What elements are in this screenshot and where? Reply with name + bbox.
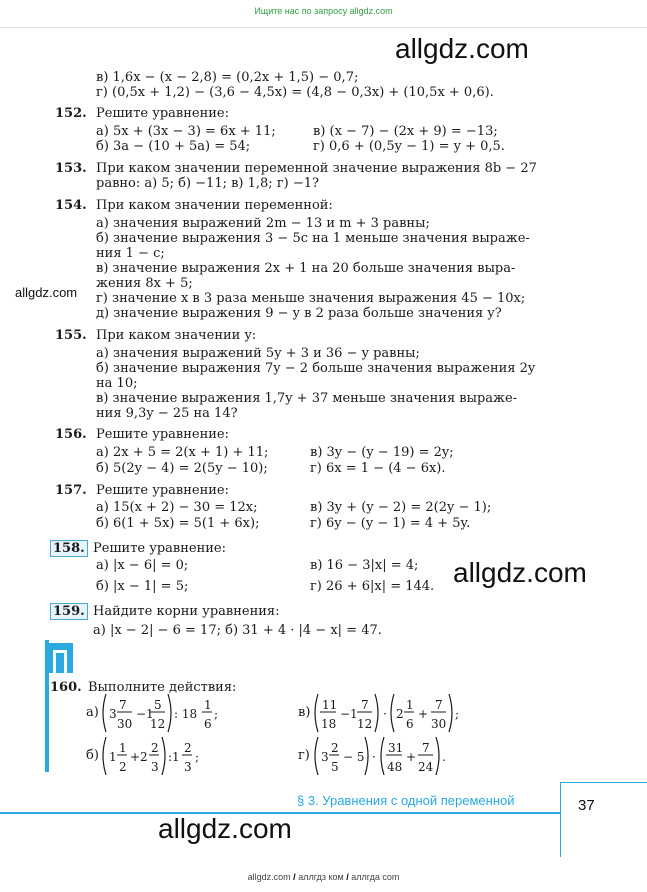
fraction-expression-v — [312, 690, 472, 738]
svg-text:2: 2 — [151, 741, 159, 755]
exercise-line: в) 16 − 3|x| = 4; — [310, 558, 419, 573]
svg-text:− 5: − 5 — [343, 750, 365, 764]
exercise-title: При каком значении переменной: — [96, 198, 333, 213]
exercise-line: а) 15(x + 2) − 30 = 12x; — [96, 500, 258, 515]
exercise-line: в) 3y − (y − 19) = 2y; — [310, 445, 454, 460]
separator: / — [346, 872, 349, 882]
fraction-expression-b — [100, 733, 240, 781]
svg-text:+: + — [418, 707, 429, 721]
svg-text:5: 5 — [154, 698, 162, 712]
exercise-line: г) 6y − (y − 1) = 4 + 5y. — [310, 516, 471, 531]
exercise-line: б) |x − 1| = 5; — [96, 579, 189, 594]
svg-text:2: 2 — [119, 760, 127, 774]
svg-text:;: ; — [214, 707, 219, 721]
svg-text:1: 1 — [109, 750, 117, 764]
exercise-line: г) значение x в 3 раза меньше значения выражения 45 − 10x; — [96, 291, 526, 306]
svg-text:−1: −1 — [136, 707, 154, 721]
svg-text:1: 1 — [204, 698, 212, 712]
exercise-line: г) 0,6 + (0,5y − 1) = y + 0,5. — [313, 139, 505, 154]
exercise-line: а) значения выражений 2m − 13 и m + 3 равны; — [96, 216, 430, 231]
exercise-label: а) — [86, 705, 99, 720]
exercise-line: в) значение выражения 1,7y + 37 меньше значения выраже- — [96, 391, 518, 406]
svg-text:2: 2 — [331, 741, 339, 755]
svg-text:7: 7 — [119, 698, 127, 712]
exercise-line: а) |x − 6| = 0; — [96, 558, 189, 573]
exercise-line: равно: а) 5; б) −11; в) 1,8; г) −1? — [96, 176, 319, 191]
svg-text:31: 31 — [388, 741, 404, 755]
exercise-line: б) значение выражения 3 − 5c на 1 меньше значения выраже- — [96, 231, 530, 246]
svg-text:·: · — [383, 707, 387, 721]
exercise-label: в) — [298, 705, 311, 720]
svg-text:30: 30 — [117, 717, 133, 731]
svg-text:7: 7 — [361, 698, 369, 712]
exercise-line: б) 6(1 + 5x) = 5(1 + 6x); — [96, 516, 260, 531]
exercise-number: 156. — [55, 427, 87, 442]
exercise-line: а) 2x + 5 = 2(x + 1) + 11; — [96, 445, 269, 460]
watermark: allgdz.com — [158, 813, 292, 844]
exercise-number: 152. — [55, 106, 87, 121]
exercise-line: г) 26 + 6|x| = 144. — [310, 579, 435, 594]
exercise-title: При каком значении y: — [96, 328, 257, 343]
svg-text:3: 3 — [151, 760, 159, 774]
svg-text:5: 5 — [331, 760, 339, 774]
svg-text:1: 1 — [119, 741, 127, 755]
top-ad-banner[interactable]: Ищите нас по запросу allgdz.com — [254, 6, 393, 16]
svg-text:18: 18 — [321, 717, 337, 731]
svg-text:;: ; — [455, 707, 460, 721]
exercise-line: жения 8x + 5; — [96, 276, 193, 291]
exercise-title: Выполните действия: — [88, 680, 237, 695]
exercise-title: Решите уравнение: — [96, 427, 230, 442]
footer-link[interactable]: аллгда com — [351, 872, 400, 882]
exercise-title: Найдите корни уравнения: — [93, 604, 280, 619]
exercise-number: 160. — [50, 680, 82, 695]
page-number: 37 — [578, 797, 595, 814]
svg-text:3: 3 — [109, 707, 117, 721]
svg-text::1: :1 — [168, 750, 180, 764]
bottom-links — [0, 872, 647, 882]
fraction-expression-a — [100, 690, 240, 738]
footer-divider — [0, 812, 560, 814]
fraction-expression-g — [312, 733, 472, 781]
exercise-line: в) (x − 7) − (2x + 9) = −13; — [313, 124, 498, 139]
footer-link[interactable]: аллгдз ком — [298, 872, 344, 882]
exercise-title: Решите уравнение: — [96, 106, 230, 121]
exercise-number-highlighted: 159. — [50, 603, 88, 620]
exercise-number: 157. — [55, 483, 87, 498]
svg-text:2: 2 — [396, 707, 404, 721]
exercise-line: д) значение выражения 9 − y в 2 раза больше значения y? — [96, 306, 502, 321]
section-marker-glyph — [53, 650, 67, 673]
svg-text:12: 12 — [150, 717, 166, 731]
svg-text:.: . — [442, 750, 446, 764]
exercise-line: ния 1 − c; — [96, 246, 165, 261]
svg-text:+2: +2 — [130, 750, 148, 764]
svg-text:1: 1 — [406, 698, 414, 712]
separator: / — [293, 872, 296, 882]
exercise-line: г) 6x = 1 − (4 − 6x). — [310, 461, 446, 476]
svg-text:6: 6 — [204, 717, 212, 731]
svg-text:48: 48 — [387, 760, 403, 774]
page-number-box — [560, 782, 647, 857]
exercise-line: а) |x − 2| − 6 = 17; б) 31 + 4 · |4 − x| = 47. — [93, 623, 382, 638]
svg-text:3: 3 — [321, 750, 329, 764]
svg-text:11: 11 — [322, 698, 338, 712]
exercise-line: При каком значении переменной значение выражения 8b − 27 — [96, 161, 537, 176]
svg-text:30: 30 — [431, 717, 447, 731]
watermark: allgdz.com — [15, 285, 78, 300]
exercise-line: в) значение выражения 2x + 1 на 20 больше значения выра- — [96, 261, 516, 276]
exercise-line: а) 5x + (3x − 3) = 6x + 11; — [96, 124, 276, 139]
exercise-line: б) 3a − (10 + 5a) = 54; — [96, 139, 251, 154]
svg-text:;: ; — [195, 750, 200, 764]
svg-text:+: + — [406, 750, 417, 764]
svg-text:·: · — [372, 750, 376, 764]
exercise-number-highlighted: 158. — [50, 540, 88, 557]
exercise-label: г) — [298, 748, 310, 763]
exercise-number: 154. — [55, 198, 87, 213]
footer-link[interactable]: allgdz.com — [247, 872, 291, 882]
exercise-title: Решите уравнение: — [96, 483, 230, 498]
svg-text:−1: −1 — [340, 707, 358, 721]
header-divider — [0, 27, 647, 28]
exercise-line: б) значение выражения 7y − 2 больше значения выражения 2y — [96, 361, 536, 376]
watermark: allgdz.com — [395, 33, 529, 64]
exercise-line: на 10; — [96, 376, 138, 391]
svg-text:3: 3 — [184, 760, 192, 774]
watermark: allgdz.com — [453, 557, 587, 588]
svg-text:2: 2 — [184, 741, 192, 755]
svg-text:6: 6 — [406, 717, 414, 731]
exercise-line: в) 3y + (y − 2) = 2(2y − 1); — [310, 500, 492, 515]
exercise-line: б) 5(2y − 4) = 2(5y − 10); — [96, 461, 268, 476]
section-title: § 3. Уравнения с одной переменной — [297, 793, 515, 808]
exercise-line: ния 9,3y − 25 на 14? — [96, 406, 238, 421]
exercise-number: 153. — [55, 161, 87, 176]
svg-text:12: 12 — [357, 717, 373, 731]
exercise-line: г) (0,5x + 1,2) − (3,6 − 4,5x) = (4,8 − 0,3x) + (10,5x + 0,6). — [96, 85, 494, 100]
svg-text:: 18: : 18 — [174, 707, 198, 721]
exercise-title: Решите уравнение: — [93, 541, 227, 556]
exercise-line: а) значения выражений 5y + 3 и 36 − y равны; — [96, 346, 420, 361]
svg-text:7: 7 — [435, 698, 443, 712]
exercise-number: 155. — [55, 328, 87, 343]
svg-text:7: 7 — [422, 741, 430, 755]
exercise-line: в) 1,6x − (x − 2,8) = (0,2x + 1,5) − 0,7; — [96, 70, 359, 85]
svg-text:24: 24 — [418, 760, 434, 774]
exercise-label: б) — [86, 748, 99, 763]
